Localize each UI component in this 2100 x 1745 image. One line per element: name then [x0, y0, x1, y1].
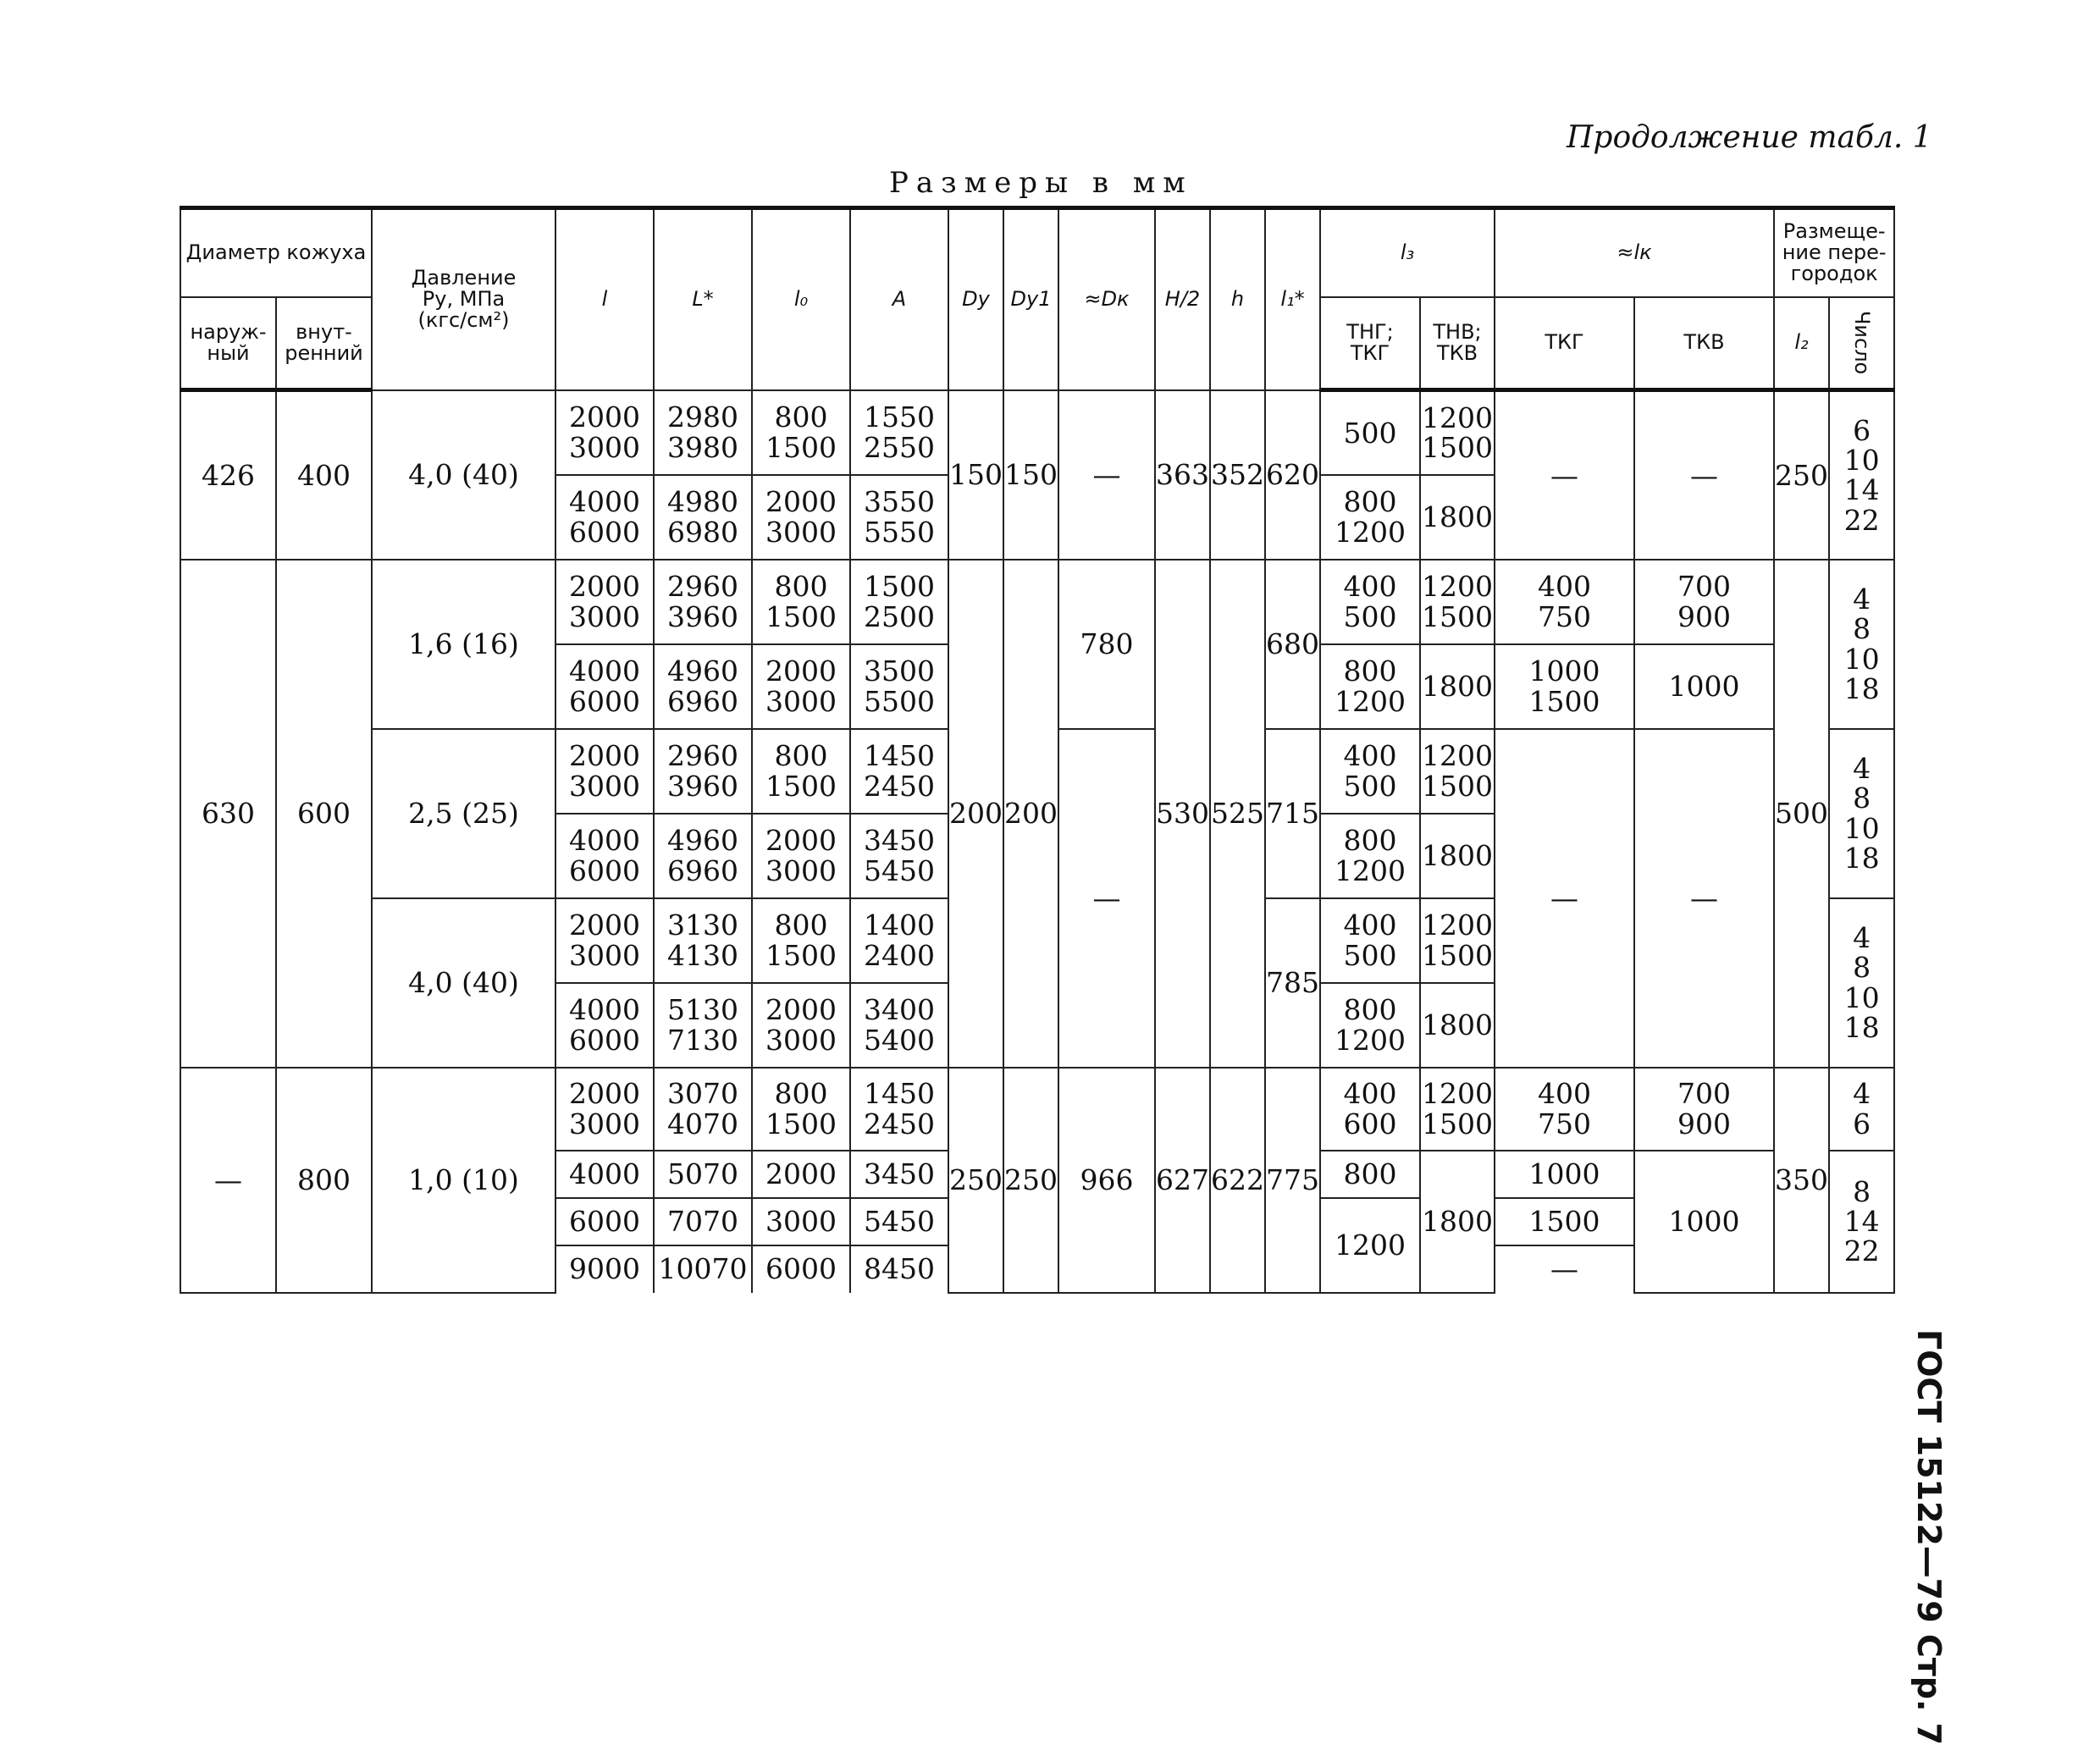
cell-l: 4000 [555, 1151, 654, 1198]
cell-A: 3450 5450 [850, 814, 948, 898]
cell-l0: 800 1500 [752, 898, 850, 983]
header-l0: l₀ [752, 208, 850, 390]
cell-l3-tnv: 1800 [1420, 475, 1495, 560]
cell-L: 5130 7130 [654, 983, 752, 1068]
cell-h2: 627 [1155, 1068, 1210, 1293]
cell-pressure: 1,6 (16) [372, 560, 555, 729]
cell-pressure: 2,5 (25) [372, 729, 555, 898]
header-L: L* [654, 208, 752, 390]
cell-outer: 630 [180, 560, 276, 1068]
cell-l3-tng: 500 [1320, 390, 1420, 475]
header-count [1829, 297, 1894, 390]
cell-l3-tng: 400 600 [1320, 1068, 1420, 1151]
header-l3: l₃ [1320, 208, 1495, 297]
header-dy1: Dу1 [1003, 208, 1058, 390]
cell-l3-tnv: 1200 1500 [1420, 390, 1495, 475]
cell-l0: 2000 3000 [752, 475, 850, 560]
cell-l1: 785 [1265, 898, 1320, 1068]
table-continuation-label: Продолжение табл. 1 [1567, 120, 1932, 155]
header-count-label: Число [1850, 311, 1875, 375]
cell-L: 4980 6980 [654, 475, 752, 560]
cell-l3-tnv: 1200 1500 [1420, 560, 1495, 644]
cell-outer: — [180, 1068, 276, 1293]
cell-pressure: 4,0 (40) [372, 390, 555, 560]
dimensions-table [180, 206, 1895, 1294]
cell-l: 2000 3000 [555, 898, 654, 983]
header-tkg: ТКГ [1495, 297, 1634, 390]
cell-l: 2000 3000 [555, 390, 654, 475]
cell-l3-tnv: 1200 1500 [1420, 898, 1495, 983]
cell-L: 4960 6960 [654, 814, 752, 898]
header-pressure: Давление Pу, МПа (кгс/см²) [372, 208, 555, 390]
cell-l0: 2000 3000 [752, 983, 850, 1068]
cell-h: 352 [1210, 390, 1265, 560]
units-caption: Размеры в мм [889, 166, 1193, 200]
cell-l0: 3000 [752, 1198, 850, 1245]
cell-h2: 363 [1155, 390, 1210, 560]
cell-dy: 250 [948, 1068, 1003, 1293]
header-l1: l₁* [1265, 208, 1320, 390]
cell-h: 525 [1210, 560, 1265, 1068]
cell-L: 5070 [654, 1151, 752, 1198]
cell-l3-tnv: 1800 [1420, 644, 1495, 729]
cell-A: 3400 5400 [850, 983, 948, 1068]
cell-dy: 150 [948, 390, 1003, 560]
table-row [180, 1068, 1894, 1151]
cell-l3-tng: 800 1200 [1320, 814, 1420, 898]
header-l: l [555, 208, 654, 390]
cell-A: 5450 [850, 1198, 948, 1245]
header-dy: Dу [948, 208, 1003, 390]
cell-dk: 780 [1058, 560, 1155, 729]
cell-count: 4 8 10 18 [1829, 898, 1894, 1068]
cell-A: 1450 2450 [850, 1068, 948, 1151]
cell-dy1: 200 [1003, 560, 1058, 1068]
cell-l3-tng: 400 500 [1320, 898, 1420, 983]
cell-l3-tnv: 1800 [1420, 814, 1495, 898]
cell-L: 7070 [654, 1198, 752, 1245]
cell-count: 4 8 10 18 [1829, 560, 1894, 729]
cell-h: 622 [1210, 1068, 1265, 1293]
cell-L: 2960 3960 [654, 560, 752, 644]
cell-lk-tkv: — [1634, 729, 1774, 1068]
cell-l2: 500 [1774, 560, 1829, 1068]
cell-l3-tng: 400 500 [1320, 729, 1420, 814]
cell-lk-tkg: — [1495, 729, 1634, 1068]
header-lk: ≈lк [1495, 208, 1774, 297]
cell-lk-tkg: 1500 [1495, 1198, 1634, 1245]
header-dk: ≈Dк [1058, 208, 1155, 390]
cell-l1: 680 [1265, 560, 1320, 729]
cell-l0: 800 1500 [752, 729, 850, 814]
cell-h2: 530 [1155, 560, 1210, 1068]
cell-l0: 6000 [752, 1245, 850, 1293]
cell-A: 1500 2500 [850, 560, 948, 644]
cell-l0: 2000 3000 [752, 644, 850, 729]
header-A: A [850, 208, 948, 390]
cell-A: 1550 2550 [850, 390, 948, 475]
cell-l3-tnv: 1800 [1420, 1151, 1495, 1293]
cell-l: 4000 6000 [555, 983, 654, 1068]
cell-inner: 800 [276, 1068, 372, 1293]
cell-inner: 600 [276, 560, 372, 1068]
cell-l2: 250 [1774, 390, 1829, 560]
cell-l3-tnv: 1800 [1420, 983, 1495, 1068]
cell-A: 3550 5550 [850, 475, 948, 560]
cell-L: 2960 3960 [654, 729, 752, 814]
cell-l0: 800 1500 [752, 1068, 850, 1151]
cell-lk-tkv: 700 900 [1634, 560, 1774, 644]
cell-l3-tnv: 1200 1500 [1420, 729, 1495, 814]
cell-lk-tkg: 400 750 [1495, 560, 1634, 644]
cell-outer: 426 [180, 390, 276, 560]
cell-l1: 775 [1265, 1068, 1320, 1293]
cell-count: 4 6 [1829, 1068, 1894, 1151]
cell-l0: 2000 [752, 1151, 850, 1198]
cell-dy1: 150 [1003, 390, 1058, 560]
cell-l: 4000 6000 [555, 644, 654, 729]
cell-l3-tng: 400 500 [1320, 560, 1420, 644]
header-diameter: Диаметр кожуха [180, 208, 372, 297]
cell-l3-tng: 800 1200 [1320, 644, 1420, 729]
cell-l3-tng: 1200 [1320, 1198, 1420, 1293]
cell-count: 4 8 10 18 [1829, 729, 1894, 898]
cell-l: 2000 3000 [555, 560, 654, 644]
cell-A: 8450 [850, 1245, 948, 1293]
cell-L: 10070 [654, 1245, 752, 1293]
cell-l3-tnv: 1200 1500 [1420, 1068, 1495, 1151]
cell-L: 3130 4130 [654, 898, 752, 983]
cell-L: 4960 6960 [654, 644, 752, 729]
table-row [180, 390, 1894, 475]
cell-lk-tkv: 1000 [1634, 644, 1774, 729]
cell-count: 6 10 14 22 [1829, 390, 1894, 560]
cell-l1: 620 [1265, 390, 1320, 560]
cell-L: 3070 4070 [654, 1068, 752, 1151]
cell-lk-tkv: — [1634, 390, 1774, 560]
cell-l3-tng: 800 [1320, 1151, 1420, 1198]
cell-pressure: 1,0 (10) [372, 1068, 555, 1293]
header-h: h [1210, 208, 1265, 390]
cell-dk: 966 [1058, 1068, 1155, 1293]
cell-l: 2000 3000 [555, 729, 654, 814]
cell-lk-tkg: 1000 1500 [1495, 644, 1634, 729]
cell-l0: 2000 3000 [752, 814, 850, 898]
cell-count: 8 14 22 [1829, 1151, 1894, 1293]
header-tng-tkg: ТНГ; ТКГ [1320, 297, 1420, 390]
header-l2: l₂ [1774, 297, 1829, 390]
cell-lk-tkg: — [1495, 390, 1634, 560]
cell-lk-tkg: 400 750 [1495, 1068, 1634, 1151]
cell-A: 3450 [850, 1151, 948, 1198]
cell-A: 1400 2400 [850, 898, 948, 983]
cell-l3-tng: 800 1200 [1320, 475, 1420, 560]
cell-L: 2980 3980 [654, 390, 752, 475]
cell-l2: 350 [1774, 1068, 1829, 1293]
cell-l0: 800 1500 [752, 390, 850, 475]
cell-A: 1450 2450 [850, 729, 948, 814]
cell-lk-tkv: 1000 [1634, 1151, 1774, 1293]
cell-dk: — [1058, 390, 1155, 560]
header-tnv-tkv: ТНВ; ТКВ [1420, 297, 1495, 390]
header-partitions: Размеще- ние пере- городок [1774, 208, 1894, 297]
header-outer: наруж- ный [180, 297, 276, 390]
cell-l: 6000 [555, 1198, 654, 1245]
cell-l3-tng: 800 1200 [1320, 983, 1420, 1068]
page-side-label: ГОСТ 15122—79 Стр. 7 [1910, 1329, 1948, 1745]
cell-dy: 200 [948, 560, 1003, 1068]
cell-inner: 400 [276, 390, 372, 560]
cell-dk: — [1058, 729, 1155, 1068]
cell-l: 2000 3000 [555, 1068, 654, 1151]
cell-l0: 800 1500 [752, 560, 850, 644]
cell-l1: 715 [1265, 729, 1320, 898]
cell-lk-tkv: 700 900 [1634, 1068, 1774, 1151]
cell-lk-tkg: 1000 [1495, 1151, 1634, 1198]
cell-lk-tkg: — [1495, 1245, 1634, 1293]
header-tkv: ТКВ [1634, 297, 1774, 390]
cell-l: 9000 [555, 1245, 654, 1293]
cell-l: 4000 6000 [555, 814, 654, 898]
cell-l: 4000 6000 [555, 475, 654, 560]
cell-A: 3500 5500 [850, 644, 948, 729]
header-h2: H/2 [1155, 208, 1210, 390]
cell-dy1: 250 [1003, 1068, 1058, 1293]
cell-pressure: 4,0 (40) [372, 898, 555, 1068]
header-inner: внут- ренний [276, 297, 372, 390]
table-row [180, 560, 1894, 644]
